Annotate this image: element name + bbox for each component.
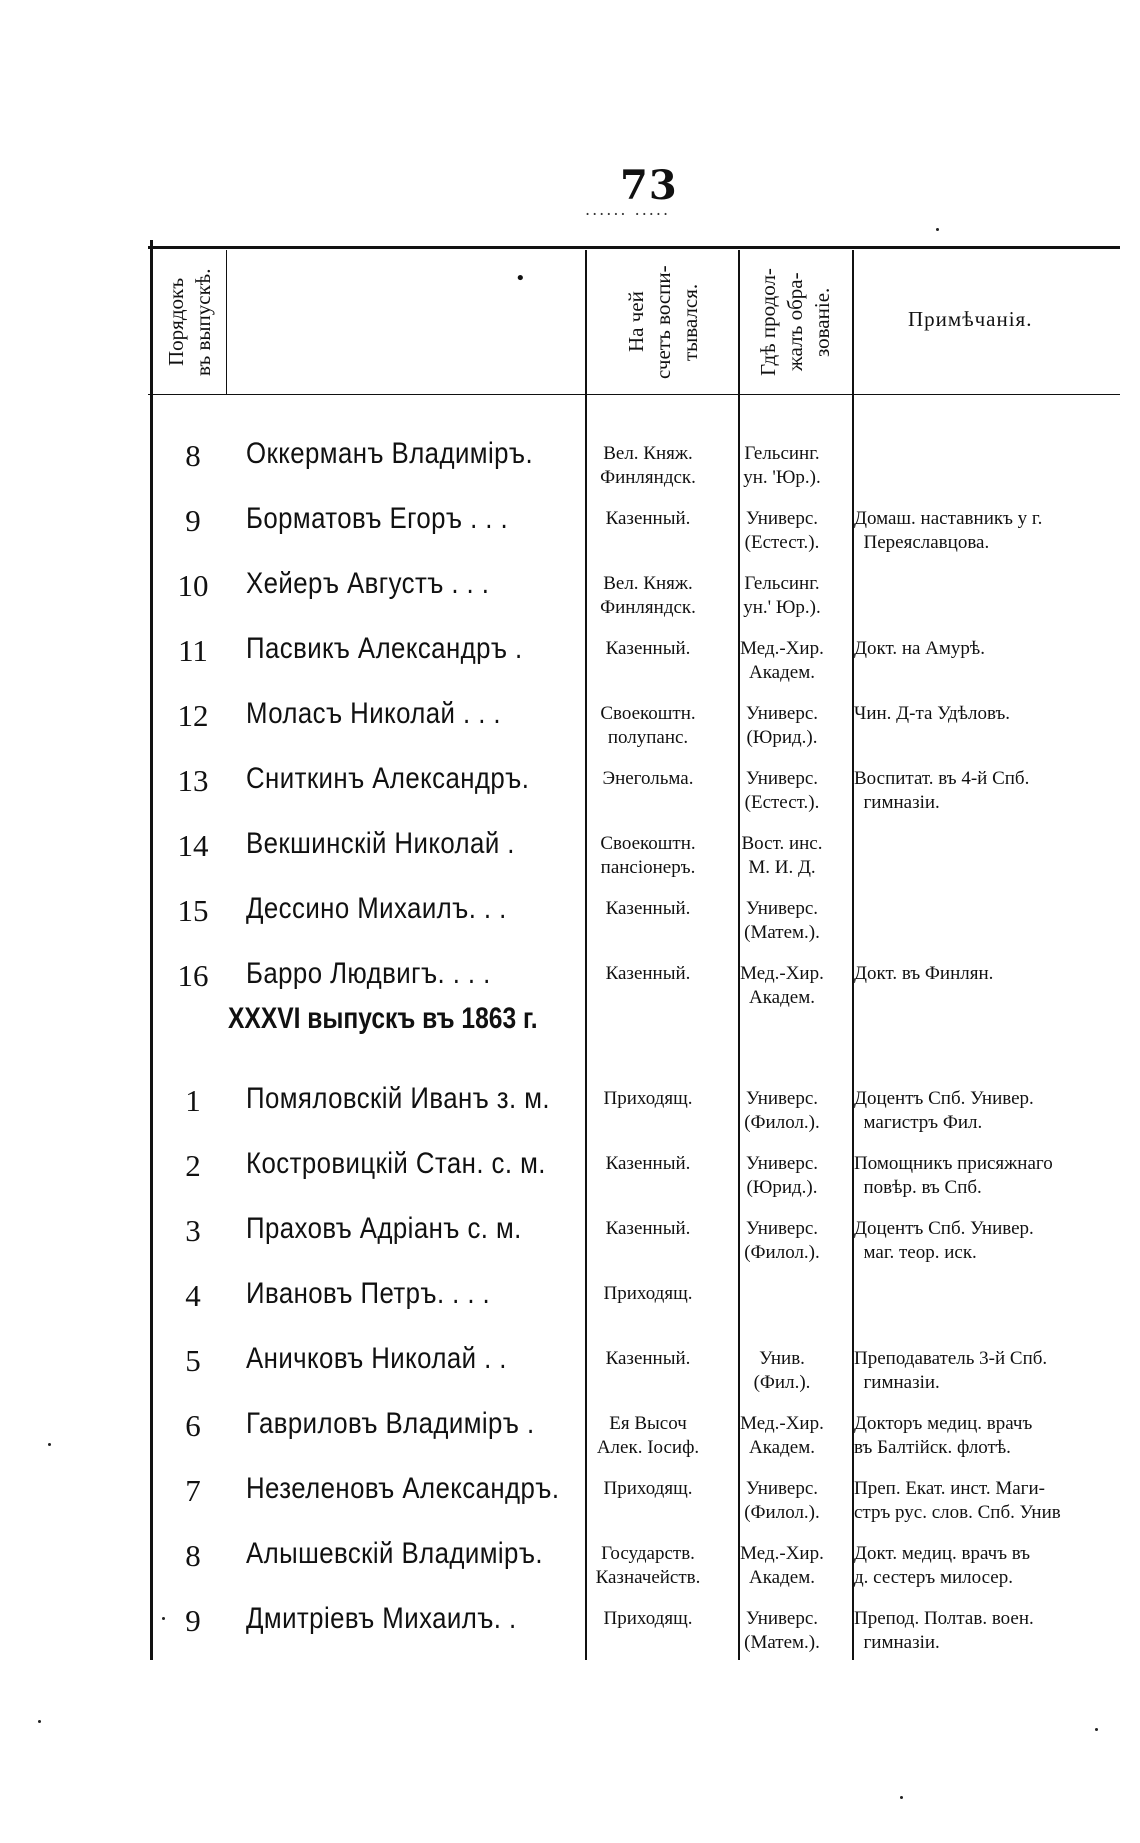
notes-cell: Преподаватель 3-й Спб. гимназіи. xyxy=(854,1348,1048,1393)
student-name: Гавриловъ Владиміръ . xyxy=(246,1407,535,1440)
row-number: 10 xyxy=(177,568,209,603)
row-number: 8 xyxy=(185,438,201,473)
header-notes: Примѣчанія. xyxy=(908,307,1033,331)
student-name: Моласъ Николай . . . xyxy=(246,697,501,730)
funding-cell: Казенный. xyxy=(605,638,691,659)
funding-cell: Государств. Казначейств. xyxy=(595,1543,701,1588)
row-number: 8 xyxy=(185,1538,201,1573)
row-number: 16 xyxy=(177,958,209,993)
row-number: 11 xyxy=(178,633,208,668)
row-number: 15 xyxy=(177,893,209,928)
education-cell: Мед.-Хир. Академ. xyxy=(740,638,824,683)
education-cell: Мед.-Хир. Академ. xyxy=(740,1543,824,1588)
notes-cell: Докт. медиц. врачъ въ д. сестеръ милосер. xyxy=(854,1543,1031,1588)
funding-cell: Казенный. xyxy=(605,963,691,984)
header-bottom-rule xyxy=(148,394,1120,395)
education-cell: Универс. (Филол.). xyxy=(744,1478,820,1523)
notes-cell: Доцентъ Спб. Универ. магистръ Фил. xyxy=(854,1088,1034,1133)
education-cell: Мед.-Хир. Академ. xyxy=(740,963,824,1008)
notes-cell: Препод. Полтав. воен. гимназіи. xyxy=(854,1608,1034,1653)
row-number: 13 xyxy=(177,763,209,798)
student-name: Пасвикъ Александръ . xyxy=(246,632,523,665)
education-cell: Вост. инс. М. И. Д. xyxy=(741,833,823,878)
student-name: Дмитріевъ Михаилъ. . xyxy=(246,1602,517,1635)
education-cell: Универс. (Юрид.). xyxy=(745,1153,819,1198)
row-number: 7 xyxy=(185,1473,201,1508)
row-number: 2 xyxy=(185,1148,201,1183)
row-number: 3 xyxy=(185,1213,201,1248)
notes-cell: Воспитат. въ 4-й Спб. гимназіи. xyxy=(854,768,1030,813)
education-cell: Универс. (Матем.). xyxy=(744,1608,820,1653)
student-name: Аничковъ Николай . . xyxy=(246,1342,507,1375)
student-name: Праховъ Адріанъ с. м. xyxy=(246,1212,522,1245)
education-cell: Гельсинг. ун. 'Юр.). xyxy=(743,443,821,488)
student-name: Сниткинъ Александръ. xyxy=(246,762,530,795)
scan-speck xyxy=(48,1443,51,1446)
student-name: Дессино Михаилъ. . . xyxy=(246,892,507,925)
num-col-rule xyxy=(226,250,227,395)
header-order: Порядокъ въ выпускѣ. xyxy=(164,268,215,376)
education-cell: Универс. (Естест.). xyxy=(744,508,820,553)
student-name: Борматовъ Егоръ . . . xyxy=(246,502,509,535)
row-number: 5 xyxy=(185,1343,201,1378)
funding-cell: Своекоштн. полупанс. xyxy=(600,703,696,748)
student-name: Барро Людвигъ. . . . xyxy=(246,957,491,990)
education-cell: Универс. (Филол.). xyxy=(744,1218,820,1263)
funding-cell: Приходящ. xyxy=(603,1283,693,1304)
education-cell: Гельсинг. ун.' Юр.). xyxy=(743,573,821,618)
education-cell: Универс. (Юрид.). xyxy=(745,703,819,748)
row-number: 9 xyxy=(185,1603,201,1638)
scan-speck xyxy=(936,228,939,231)
funding-cell: Казенный. xyxy=(605,1153,691,1174)
student-name: Помяловскій Иванъ з. м. xyxy=(246,1082,551,1115)
row-number: 9 xyxy=(185,503,201,538)
education-cell: Универс. (Матем.). xyxy=(744,898,820,943)
scan-speck xyxy=(1095,1728,1098,1731)
funding-cell: Приходящ. xyxy=(603,1088,693,1109)
left-rule xyxy=(150,240,153,1660)
notes-cell: Чин. Д-та Удѣловъ. xyxy=(854,703,1011,724)
funding-cell: Казенный. xyxy=(605,508,691,529)
funding-cell: Казенный. xyxy=(605,898,691,919)
notes-cell: Помощникъ присяжнаго повѣр. въ Спб. xyxy=(854,1153,1053,1198)
funding-cell: Казенный. xyxy=(605,1218,691,1239)
funding-cell: Своекоштн. пансіонеръ. xyxy=(600,833,696,878)
student-name: Ивановъ Петръ. . . . xyxy=(246,1277,491,1310)
student-name: Костровицкій Стан. с. м. xyxy=(246,1147,546,1180)
education-cell: Унив. (Фил.). xyxy=(753,1348,811,1393)
notes-cell: Докторъ медиц. врачъ въ Балтійск. флотѣ. xyxy=(854,1413,1033,1458)
student-name: Незеленовъ Александръ. xyxy=(246,1472,560,1505)
funding-cell: Вел. Княж. Финляндск. xyxy=(600,443,696,488)
education-cell: Универс. (Филол.). xyxy=(744,1088,820,1133)
notes-cell: Преп. Екат. инст. Маги- стръ рус. слов. Спб. Унив xyxy=(854,1478,1061,1523)
funding-cell: Приходящ. xyxy=(603,1478,693,1499)
table-top-rule xyxy=(148,246,1120,249)
notes-cell: Доцентъ Спб. Универ. маг. теор. иск. xyxy=(854,1218,1034,1263)
row-number: 12 xyxy=(177,698,209,733)
student-name: Оккерманъ Владиміръ. xyxy=(246,437,534,470)
funding-cell: Вел. Княж. Финляндск. xyxy=(600,573,696,618)
scan-speck xyxy=(38,1720,41,1723)
student-name: Векшинскій Николай . xyxy=(246,827,515,860)
scan-speck xyxy=(162,1617,165,1620)
page-number-dots: ...... ..... xyxy=(585,200,671,219)
row-number: 4 xyxy=(185,1278,201,1313)
scan-speck xyxy=(900,1796,903,1799)
funding-cell: Приходящ. xyxy=(603,1608,693,1629)
student-name: Алышевскій Владиміръ. xyxy=(246,1537,543,1570)
row-number: 14 xyxy=(177,828,209,863)
header-education: Гдѣ продол- жалъ обра- зованіе. xyxy=(756,268,834,376)
notes-cell: Докт. на Амурѣ. xyxy=(854,638,985,659)
funding-cell: Энегольма. xyxy=(602,768,694,789)
notes-cell: Домаш. наставникъ у г. Переяславцова. xyxy=(854,508,1043,553)
student-name: Хейеръ Августъ . . . xyxy=(246,567,490,600)
row-number: 6 xyxy=(185,1408,201,1443)
page-number: 73 xyxy=(620,162,678,209)
education-cell: Универс. (Естест.). xyxy=(744,768,820,813)
funding-cell: Ея Высоч Алек. Іосиф. xyxy=(596,1413,700,1458)
header-funding: На чей счетъ воспи- тывался. xyxy=(624,265,702,379)
notes-cell: Докт. въ Финлян. xyxy=(854,963,994,984)
header-name-mark: • xyxy=(515,268,526,289)
row-number: 1 xyxy=(185,1083,201,1118)
section-title: XXXVI выпускъ въ 1863 г. xyxy=(228,1002,538,1035)
education-cell: Мед.-Хир. Академ. xyxy=(740,1413,824,1458)
funding-cell: Казенный. xyxy=(605,1348,691,1369)
